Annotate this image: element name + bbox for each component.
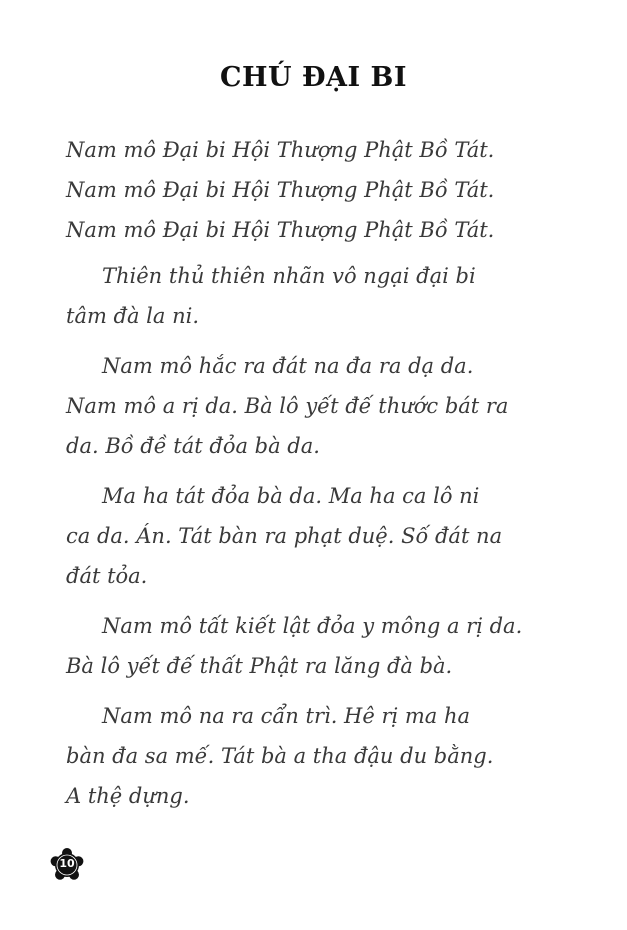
- invocation-line: Nam mô Đại bi Hội Thượng Phật Bồ Tát.: [66, 178, 495, 202]
- paragraph-line: tâm đà la ni.: [66, 304, 200, 328]
- paragraph-line: Nam mô na ra cẩn trì. Hê rị ma ha: [102, 704, 471, 728]
- paragraph-line: Thiên thủ thiên nhãn vô ngại đại bi: [102, 264, 476, 288]
- chant-paragraph: [66, 476, 536, 596]
- paragraph-line: đát tỏa.: [66, 564, 148, 588]
- paragraph-line: Bà lô yết đế thất Phật ra lăng đà bà.: [66, 654, 453, 678]
- paragraph-line: Nam mô a rị da. Bà lô yết đế thước bát ra: [66, 394, 509, 418]
- paragraph-line: Ma ha tát đỏa bà da. Ma ha ca lô ni: [102, 484, 480, 508]
- invocation-line: Nam mô Đại bi Hội Thượng Phật Bồ Tát.: [66, 138, 495, 162]
- paragraph-line: bàn đa sa mế. Tát bà a tha đậu du bằng.: [66, 744, 494, 768]
- paragraph-line: A thệ dựng.: [66, 784, 190, 808]
- page-number: 10: [59, 857, 75, 870]
- page-title: CHÚ ĐẠI BI: [220, 62, 407, 93]
- page-number-badge: [50, 848, 84, 882]
- chant-text: [66, 130, 536, 826]
- paragraph-line: ca da. Án. Tát bàn ra phạt duệ. Số đát na: [66, 524, 503, 548]
- chant-paragraph: [66, 256, 536, 336]
- chant-paragraph: [66, 606, 536, 686]
- chant-paragraph: [66, 696, 536, 816]
- invocation-line: Nam mô Đại bi Hội Thượng Phật Bồ Tát.: [66, 218, 495, 242]
- paragraph-line: Nam mô hắc ra đát na đa ra dạ da.: [102, 354, 474, 378]
- chant-paragraph: [66, 346, 536, 466]
- paragraph-line: da. Bồ đề tát đỏa bà da.: [66, 434, 320, 458]
- paragraph-line: Nam mô tất kiết lật đỏa y mông a rị da.: [102, 614, 523, 638]
